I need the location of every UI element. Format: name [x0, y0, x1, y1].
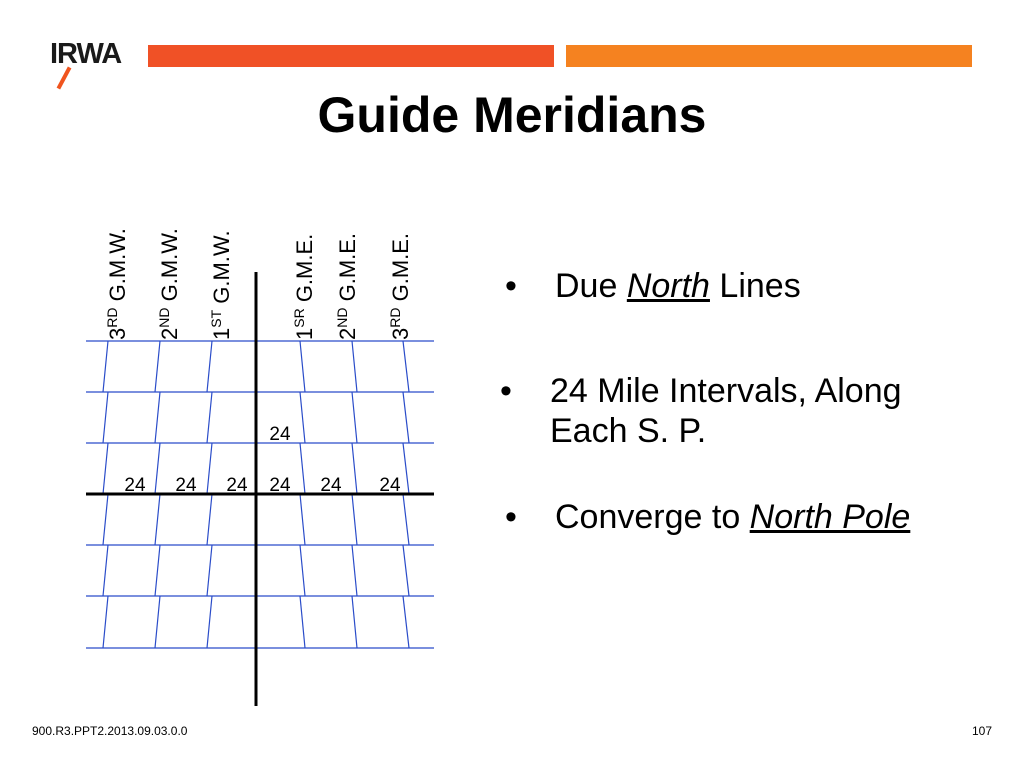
range-line	[103, 494, 108, 545]
range-line	[103, 443, 108, 494]
range-line	[352, 596, 357, 648]
range-line	[300, 341, 305, 392]
range-line	[103, 596, 108, 648]
range-line	[207, 545, 212, 596]
range-line	[207, 392, 212, 443]
meridian-label-1st-east: $1^{SR}$ G.M.E.	[291, 233, 317, 340]
bullet-emphasis: North	[626, 267, 710, 305]
range-line	[403, 596, 409, 648]
interval-label: 24	[379, 475, 401, 496]
range-line	[155, 596, 160, 648]
bullet-text-post: Lines	[709, 267, 801, 305]
range-line	[207, 596, 212, 648]
range-line	[207, 341, 212, 392]
meridian-label-2nd-west: 2ND G.M.W.	[156, 228, 182, 340]
range-line	[155, 545, 160, 596]
meridian-label-3rd-east: 3RD G.M.E.	[387, 232, 413, 340]
range-line	[103, 341, 108, 392]
interval-label: 24	[175, 475, 197, 496]
interval-label: 24	[269, 475, 291, 496]
range-line	[352, 392, 357, 443]
slide-title: Guide Meridians	[317, 87, 707, 143]
range-line	[352, 341, 357, 392]
bullet-text	[555, 497, 910, 537]
range-line	[300, 596, 305, 648]
bullet-dot: •	[505, 498, 517, 536]
range-line	[300, 545, 305, 596]
range-line	[403, 545, 409, 596]
bullet-line-2: Each S. P.	[550, 412, 707, 450]
range-line	[103, 392, 108, 443]
bullet-text	[555, 266, 801, 306]
interval-label: 24	[226, 475, 248, 496]
interval-label-center: 24	[269, 424, 291, 445]
meridian-label-2nd-east: 2ND G.M.E.	[334, 232, 360, 340]
interval-label: 24	[124, 475, 146, 496]
range-line	[352, 443, 357, 494]
logo-text: IRWA	[50, 38, 122, 70]
range-line	[300, 392, 305, 443]
range-line	[155, 341, 160, 392]
bullet-text	[550, 371, 902, 451]
range-line	[300, 494, 305, 545]
range-line	[352, 494, 357, 545]
range-line	[403, 341, 409, 392]
range-line	[155, 494, 160, 545]
range-line	[207, 494, 212, 545]
meridian-label-1st-west: 1ST G.M.W.	[208, 230, 234, 340]
range-line	[352, 545, 357, 596]
range-line	[403, 392, 409, 443]
range-line	[155, 392, 160, 443]
bullet-text-pre: Converge to	[555, 498, 750, 536]
bullet-dot: •	[500, 372, 512, 410]
bullet-line-1: 24 Mile Intervals, Along	[550, 372, 902, 410]
range-line	[155, 443, 160, 494]
range-line	[403, 443, 409, 494]
bullet-text-pre: Due	[555, 267, 627, 305]
bullet-emphasis: North Pole	[749, 498, 911, 536]
bullet-dot: •	[505, 267, 517, 305]
meridian-label-3rd-west: 3RD G.M.W.	[104, 228, 130, 340]
interval-label: 24	[320, 475, 342, 496]
page-number: 107	[971, 724, 992, 738]
range-line	[403, 494, 409, 545]
footer-doc-id: 900.R3.PPT2.2013.09.03.0.0	[32, 724, 188, 738]
range-line	[207, 443, 212, 494]
range-line	[300, 443, 305, 494]
range-line	[103, 545, 108, 596]
